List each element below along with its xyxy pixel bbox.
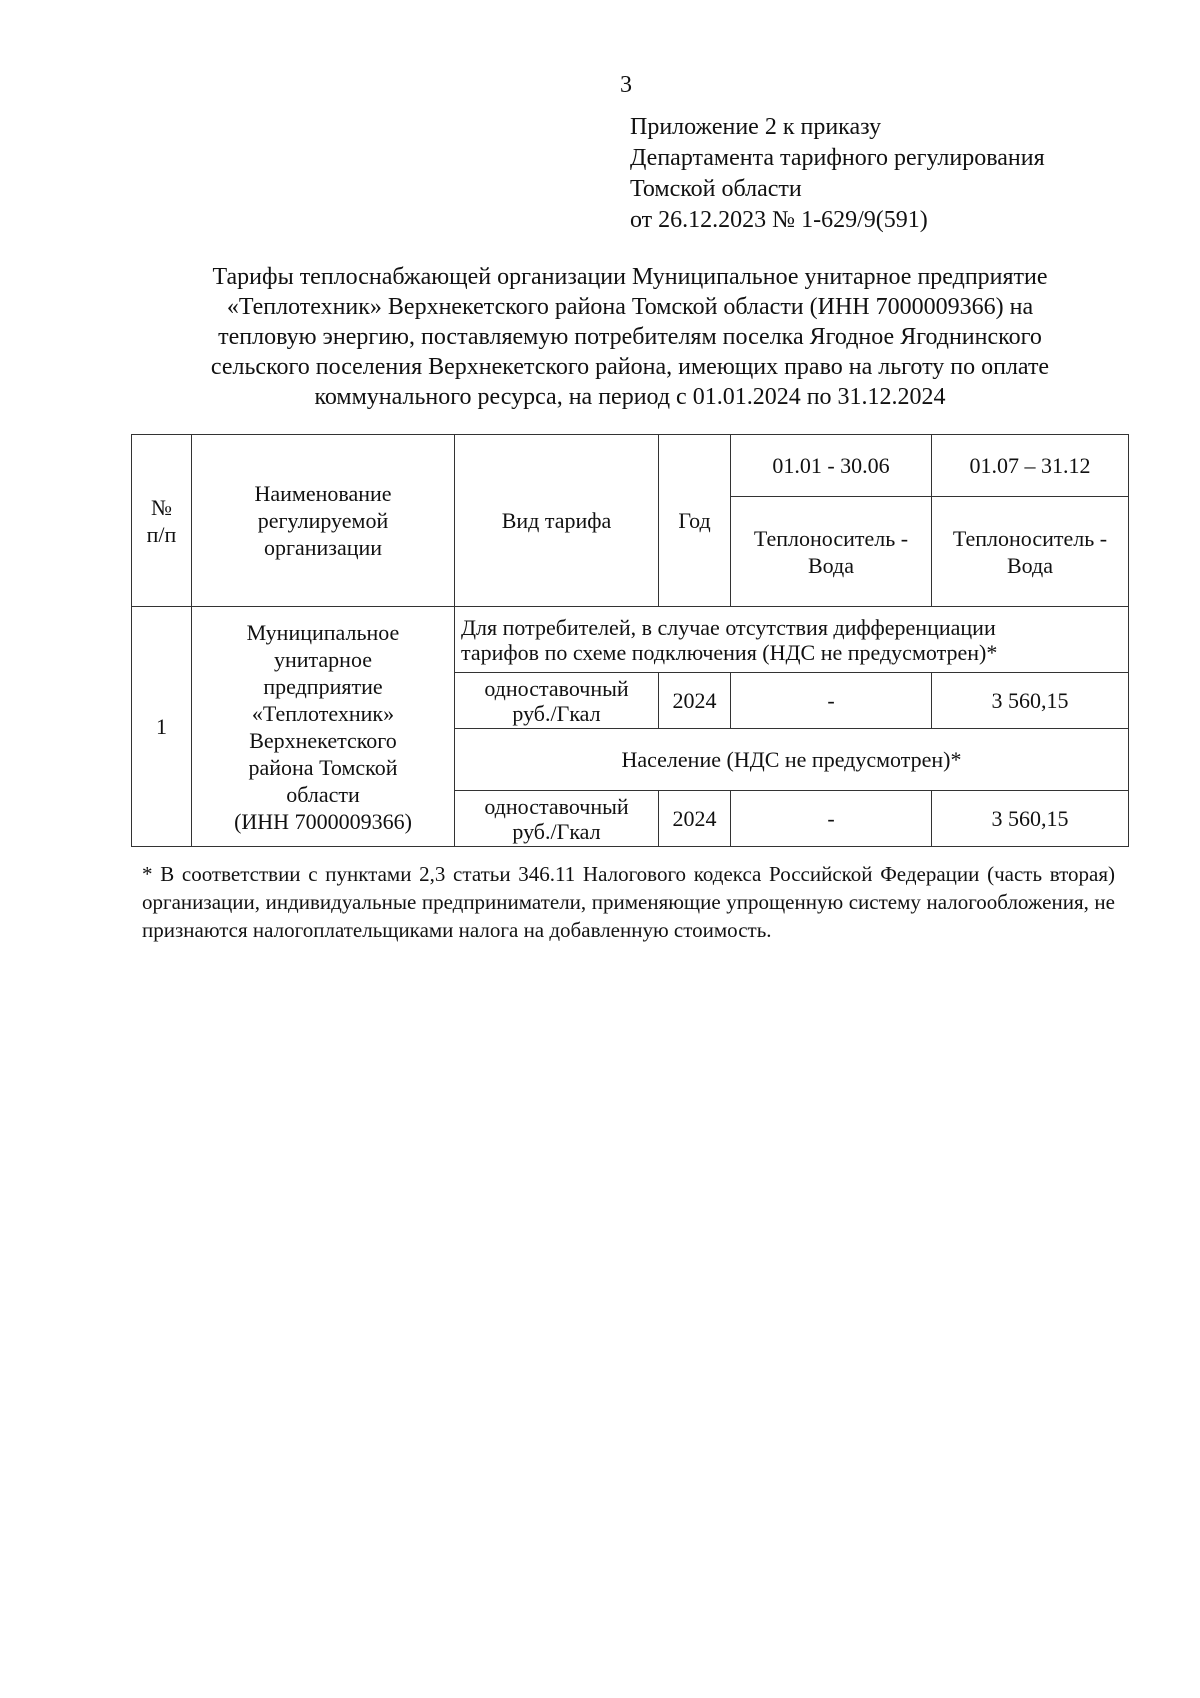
group1-caption-line: Для потребителей, в случае отсутствия дифференциации (461, 614, 996, 640)
row-org-line: района Томской (248, 754, 398, 780)
header-org-cell (192, 435, 455, 607)
annex-line: от 26.12.2023 № 1-629/9(591) (630, 207, 928, 233)
group2-value1-cell: - (731, 791, 932, 847)
row-org-line: предприятие (263, 673, 383, 699)
annex-line: Департамента тарифного регулирования (630, 145, 1045, 171)
header-org-line: Наименование (254, 481, 392, 506)
row-org-line: Муниципальное (246, 619, 400, 645)
header-num-cell (132, 435, 192, 607)
header-num-line: п/п (146, 521, 177, 547)
group2-type-line: одноставочный (484, 793, 629, 819)
row-org-line: Верхнекетского (249, 727, 397, 753)
row-org-line: области (286, 781, 360, 807)
header-tariff-type-cell: Вид тарифа (455, 435, 659, 607)
annex-line: Томской области (630, 176, 802, 202)
annex-block (630, 112, 1045, 236)
title-line: сельского поселения Верхнекетского района, имеющих право на льготу по оплате (210, 354, 1050, 380)
header-carrier-line: Вода (1007, 552, 1053, 578)
group2-year-cell: 2024 (659, 791, 731, 847)
header-carrier-line: Теплоноситель - (952, 525, 1108, 551)
group1-type-line: руб./Гкал (512, 700, 601, 726)
document-title (150, 262, 1110, 412)
tariff-table (131, 434, 1129, 847)
header-org-line: регулируемой (257, 508, 389, 533)
header-period1-cell: 01.01 - 30.06 (731, 435, 932, 497)
header-carrier-cell (932, 497, 1129, 607)
header-num-line: № (151, 494, 172, 520)
group1-year-cell: 2024 (659, 673, 731, 729)
title-line: коммунального ресурса, на период с 01.01.2024 по 31.12.2024 (314, 384, 946, 410)
group1-caption-cell (455, 607, 1129, 673)
group1-caption-line: тарифов по схеме подключения (НДС не предусмотрен)* (461, 639, 998, 665)
title-line: «Теплотехник» Верхнекетского района Томской области (ИНН 7000009366) на (226, 294, 1034, 320)
header-year-cell: Год (659, 435, 731, 607)
annex-line: Приложение 2 к приказу (630, 114, 882, 140)
group2-type-line: руб./Гкал (512, 818, 601, 844)
group2-value2-cell: 3 560,15 (932, 791, 1129, 847)
row-org-cell (192, 607, 455, 847)
header-org-line: организации (263, 535, 383, 560)
header-carrier-cell (731, 497, 932, 607)
page-number: 3 (620, 72, 632, 98)
title-line: тепловую энергию, поставляемую потребителям поселка Ягодное Ягоднинского (218, 324, 1042, 350)
table-row (132, 607, 1129, 673)
group2-tariff-type-cell (455, 791, 659, 847)
group1-type-line: одноставочный (484, 675, 629, 701)
footnote: * В соответствии с пунктами 2,3 статьи 346.11 Налогового кодекса Российской Федерации (часть вторая) организации, индивидуальные предприниматели, применяющие упрощенную систему налогообложения, не признаются налогоплательщиками налога на добавленную стоимость. (142, 862, 1115, 942)
row-org-line: унитарное (273, 646, 372, 672)
row-org-line: (ИНН 7000009366) (234, 808, 412, 834)
group1-tariff-type-cell (455, 673, 659, 729)
group1-value1-cell: - (731, 673, 932, 729)
header-period2-cell: 01.07 – 31.12 (932, 435, 1129, 497)
row-num-cell: 1 (132, 607, 192, 847)
group2-caption-cell: Население (НДС не предусмотрен)* (455, 729, 1129, 791)
title-line: Тарифы теплоснабжающей организации Муниципальное унитарное предприятие (212, 264, 1048, 290)
group1-value2-cell: 3 560,15 (932, 673, 1129, 729)
table-header-row (132, 435, 1129, 497)
header-carrier-line: Вода (808, 552, 854, 578)
header-carrier-line: Теплоноситель - (753, 525, 909, 551)
row-org-line: «Теплотехник» (251, 700, 395, 726)
